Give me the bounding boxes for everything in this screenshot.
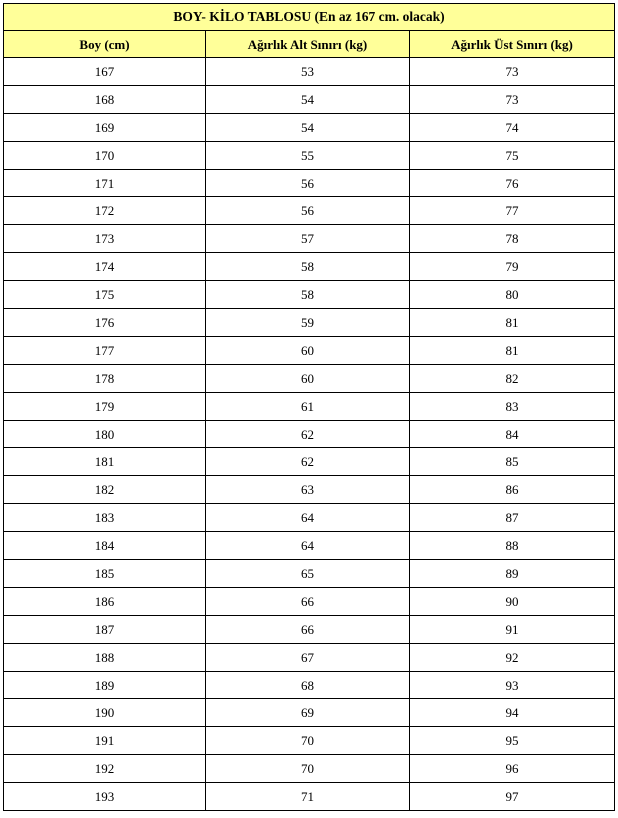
table-row bbox=[4, 392, 615, 420]
cell-max-weight: 78 bbox=[410, 225, 615, 253]
cell-height: 177 bbox=[4, 336, 206, 364]
cell-height: 183 bbox=[4, 504, 206, 532]
cell-height: 168 bbox=[4, 85, 206, 113]
cell-min-weight: 71 bbox=[206, 783, 410, 811]
cell-height: 191 bbox=[4, 727, 206, 755]
cell-min-weight: 62 bbox=[206, 420, 410, 448]
table-title: BOY- KİLO TABLOSU (En az 167 cm. olacak) bbox=[4, 4, 615, 31]
cell-max-weight: 86 bbox=[410, 476, 615, 504]
cell-min-weight: 64 bbox=[206, 504, 410, 532]
cell-min-weight: 69 bbox=[206, 699, 410, 727]
cell-height: 189 bbox=[4, 671, 206, 699]
table-row bbox=[4, 197, 615, 225]
table-row bbox=[4, 671, 615, 699]
cell-min-weight: 68 bbox=[206, 671, 410, 699]
table-row bbox=[4, 727, 615, 755]
table-row bbox=[4, 420, 615, 448]
column-header-min-weight: Ağırlık Alt Sınırı (kg) bbox=[206, 31, 410, 58]
cell-min-weight: 63 bbox=[206, 476, 410, 504]
table-row bbox=[4, 643, 615, 671]
cell-min-weight: 57 bbox=[206, 225, 410, 253]
cell-max-weight: 93 bbox=[410, 671, 615, 699]
table-row bbox=[4, 532, 615, 560]
table-row bbox=[4, 253, 615, 281]
cell-max-weight: 92 bbox=[410, 643, 615, 671]
cell-height: 178 bbox=[4, 364, 206, 392]
cell-max-weight: 75 bbox=[410, 141, 615, 169]
cell-height: 188 bbox=[4, 643, 206, 671]
cell-max-weight: 96 bbox=[410, 755, 615, 783]
table-row bbox=[4, 85, 615, 113]
cell-height: 174 bbox=[4, 253, 206, 281]
column-header-height: Boy (cm) bbox=[4, 31, 206, 58]
cell-min-weight: 54 bbox=[206, 113, 410, 141]
cell-height: 180 bbox=[4, 420, 206, 448]
column-header-max-weight: Ağırlık Üst Sınırı (kg) bbox=[410, 31, 615, 58]
table-row bbox=[4, 448, 615, 476]
cell-max-weight: 77 bbox=[410, 197, 615, 225]
table-header-row bbox=[4, 31, 615, 58]
cell-height: 169 bbox=[4, 113, 206, 141]
table-row bbox=[4, 476, 615, 504]
cell-min-weight: 59 bbox=[206, 309, 410, 337]
cell-height: 175 bbox=[4, 281, 206, 309]
table-row bbox=[4, 225, 615, 253]
cell-min-weight: 61 bbox=[206, 392, 410, 420]
cell-min-weight: 70 bbox=[206, 755, 410, 783]
cell-height: 172 bbox=[4, 197, 206, 225]
cell-height: 190 bbox=[4, 699, 206, 727]
cell-height: 170 bbox=[4, 141, 206, 169]
table-row bbox=[4, 783, 615, 811]
cell-min-weight: 70 bbox=[206, 727, 410, 755]
table-row bbox=[4, 336, 615, 364]
cell-min-weight: 58 bbox=[206, 281, 410, 309]
cell-min-weight: 67 bbox=[206, 643, 410, 671]
cell-height: 176 bbox=[4, 309, 206, 337]
cell-height: 179 bbox=[4, 392, 206, 420]
height-weight-table bbox=[3, 3, 615, 811]
cell-min-weight: 64 bbox=[206, 532, 410, 560]
table-row bbox=[4, 141, 615, 169]
table-body bbox=[4, 58, 615, 811]
cell-min-weight: 66 bbox=[206, 615, 410, 643]
weight-chart-sheet bbox=[3, 3, 614, 811]
cell-max-weight: 94 bbox=[410, 699, 615, 727]
cell-min-weight: 54 bbox=[206, 85, 410, 113]
table-row bbox=[4, 309, 615, 337]
cell-min-weight: 56 bbox=[206, 197, 410, 225]
cell-max-weight: 84 bbox=[410, 420, 615, 448]
cell-min-weight: 65 bbox=[206, 560, 410, 588]
cell-max-weight: 74 bbox=[410, 113, 615, 141]
cell-max-weight: 89 bbox=[410, 560, 615, 588]
cell-min-weight: 56 bbox=[206, 169, 410, 197]
table-row bbox=[4, 364, 615, 392]
cell-max-weight: 87 bbox=[410, 504, 615, 532]
cell-max-weight: 82 bbox=[410, 364, 615, 392]
cell-max-weight: 76 bbox=[410, 169, 615, 197]
cell-min-weight: 60 bbox=[206, 336, 410, 364]
cell-max-weight: 95 bbox=[410, 727, 615, 755]
table-row bbox=[4, 615, 615, 643]
table-row bbox=[4, 113, 615, 141]
table-row bbox=[4, 755, 615, 783]
table-title-row bbox=[4, 4, 615, 31]
cell-max-weight: 83 bbox=[410, 392, 615, 420]
cell-max-weight: 73 bbox=[410, 85, 615, 113]
cell-min-weight: 55 bbox=[206, 141, 410, 169]
cell-height: 167 bbox=[4, 58, 206, 86]
cell-height: 185 bbox=[4, 560, 206, 588]
cell-min-weight: 66 bbox=[206, 587, 410, 615]
cell-height: 171 bbox=[4, 169, 206, 197]
cell-max-weight: 81 bbox=[410, 309, 615, 337]
cell-max-weight: 85 bbox=[410, 448, 615, 476]
table-row bbox=[4, 169, 615, 197]
cell-height: 187 bbox=[4, 615, 206, 643]
cell-max-weight: 91 bbox=[410, 615, 615, 643]
cell-min-weight: 62 bbox=[206, 448, 410, 476]
cell-height: 173 bbox=[4, 225, 206, 253]
cell-height: 186 bbox=[4, 587, 206, 615]
cell-max-weight: 90 bbox=[410, 587, 615, 615]
cell-max-weight: 97 bbox=[410, 783, 615, 811]
cell-min-weight: 60 bbox=[206, 364, 410, 392]
cell-height: 184 bbox=[4, 532, 206, 560]
cell-max-weight: 88 bbox=[410, 532, 615, 560]
cell-max-weight: 73 bbox=[410, 58, 615, 86]
cell-min-weight: 58 bbox=[206, 253, 410, 281]
cell-height: 193 bbox=[4, 783, 206, 811]
table-row bbox=[4, 504, 615, 532]
cell-height: 192 bbox=[4, 755, 206, 783]
cell-max-weight: 80 bbox=[410, 281, 615, 309]
cell-min-weight: 53 bbox=[206, 58, 410, 86]
table-row bbox=[4, 560, 615, 588]
table-row bbox=[4, 699, 615, 727]
table-row bbox=[4, 281, 615, 309]
table-row bbox=[4, 58, 615, 86]
table-row bbox=[4, 587, 615, 615]
cell-max-weight: 81 bbox=[410, 336, 615, 364]
cell-height: 181 bbox=[4, 448, 206, 476]
cell-height: 182 bbox=[4, 476, 206, 504]
cell-max-weight: 79 bbox=[410, 253, 615, 281]
